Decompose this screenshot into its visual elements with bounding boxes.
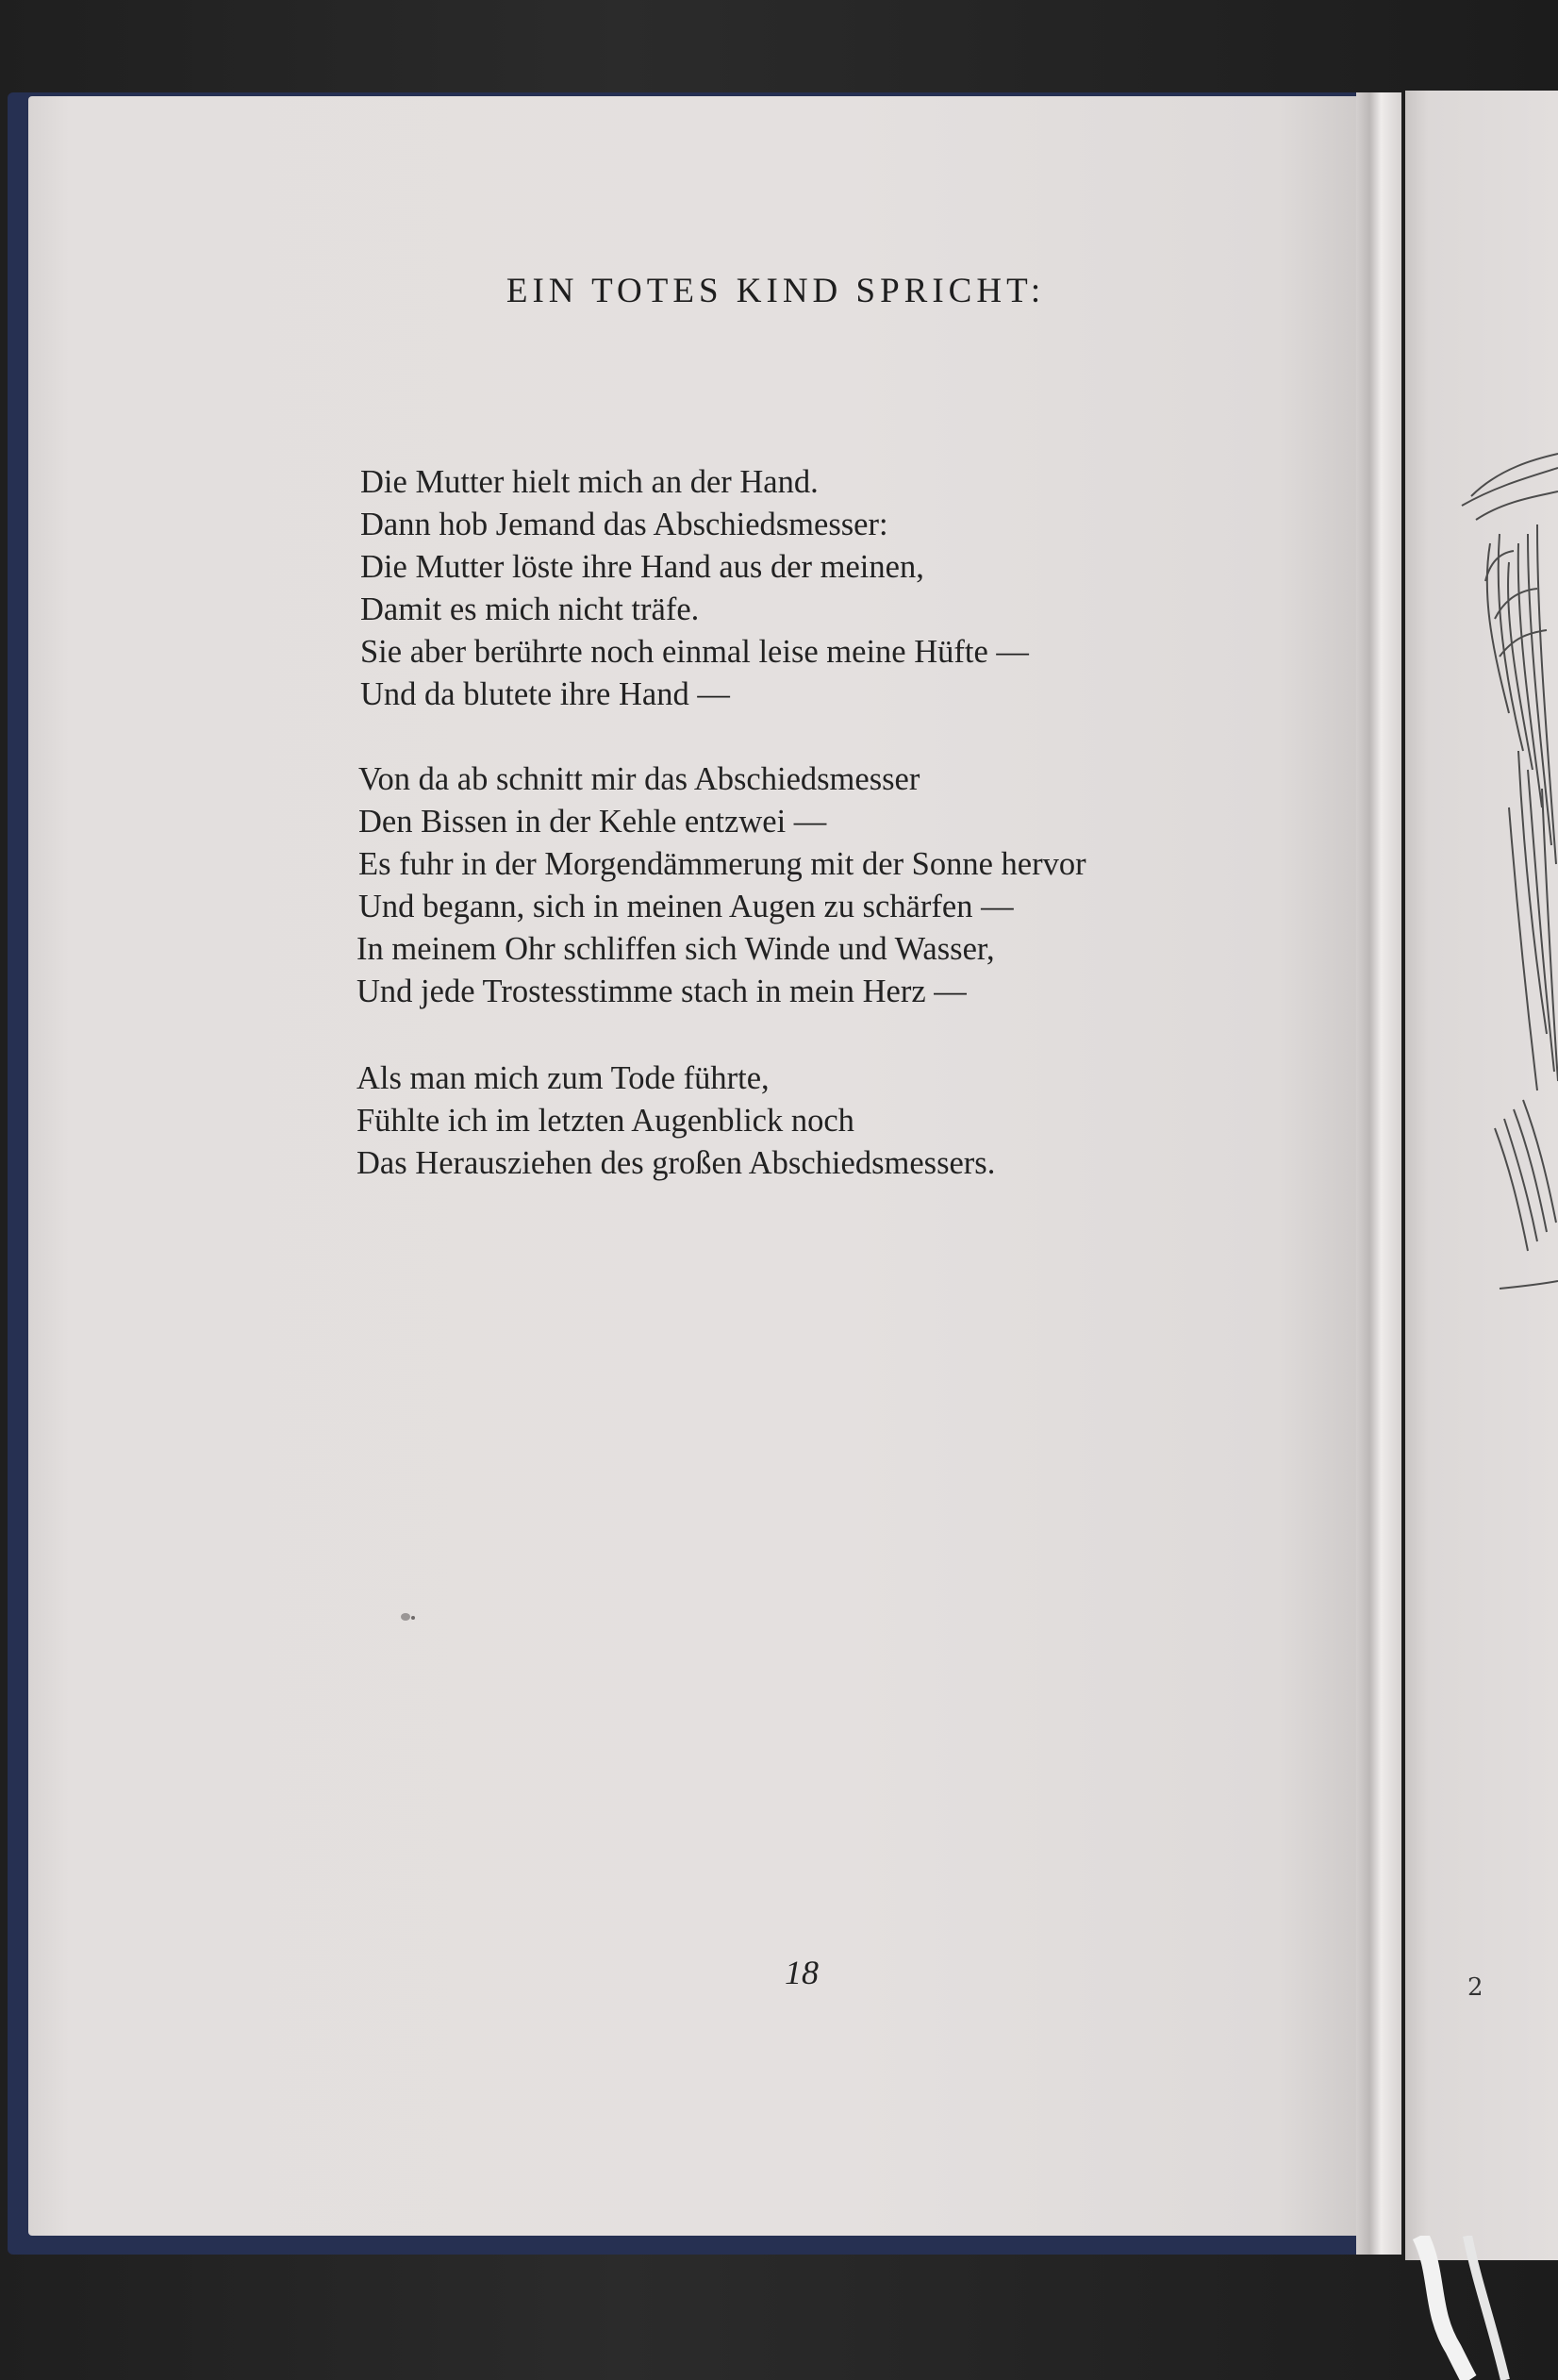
left-page [28, 96, 1386, 2236]
poem-line: Die Mutter hielt mich an der Hand. [360, 464, 819, 500]
right-page [1405, 91, 1558, 2260]
poem-line: Und da blutete ihre Hand — [360, 676, 730, 712]
poem-line: Die Mutter löste ihre Hand aus der meinen, [360, 549, 924, 585]
poem-line: Dann hob Jemand das Abschiedsmesser: [360, 507, 888, 542]
pen-sketch-icon [1405, 91, 1558, 2260]
poem-line: Fühlte ich im letzten Augenblick noch [356, 1103, 854, 1139]
right-page-number: 2 [1467, 1973, 1483, 2002]
page-number: 18 [785, 1954, 819, 1991]
poem-line: In meinem Ohr schliffen sich Winde und Wasser, [356, 931, 995, 967]
poem-line: Das Herausziehen des großen Abschiedsmessers. [356, 1145, 996, 1181]
poem-line: Als man mich zum Tode führte, [356, 1060, 770, 1096]
poem-line: Von da ab schnitt mir das Abschiedsmesser [358, 761, 920, 797]
poem-line: Damit es mich nicht träfe. [360, 591, 700, 627]
book-gutter [1356, 92, 1401, 2255]
ink-speck [398, 1609, 417, 1624]
poem-line: Sie aber berührte noch einmal leise meine Hüfte — [360, 634, 1029, 670]
poem-line: Und jede Trostesstimme stach in mein Herz — [356, 974, 967, 1009]
poem-title: EIN TOTES KIND SPRICHT: [506, 272, 1046, 310]
page-content [28, 96, 1386, 2236]
poem-line: Den Bissen in der Kehle entzwei — [358, 804, 827, 840]
poem-line: Es fuhr in der Morgendämmerung mit der Sonne hervor [358, 846, 1086, 882]
binding-thread-icon [1411, 2236, 1515, 2380]
poem-line: Und begann, sich in meinen Augen zu schärfen — [358, 889, 1014, 924]
